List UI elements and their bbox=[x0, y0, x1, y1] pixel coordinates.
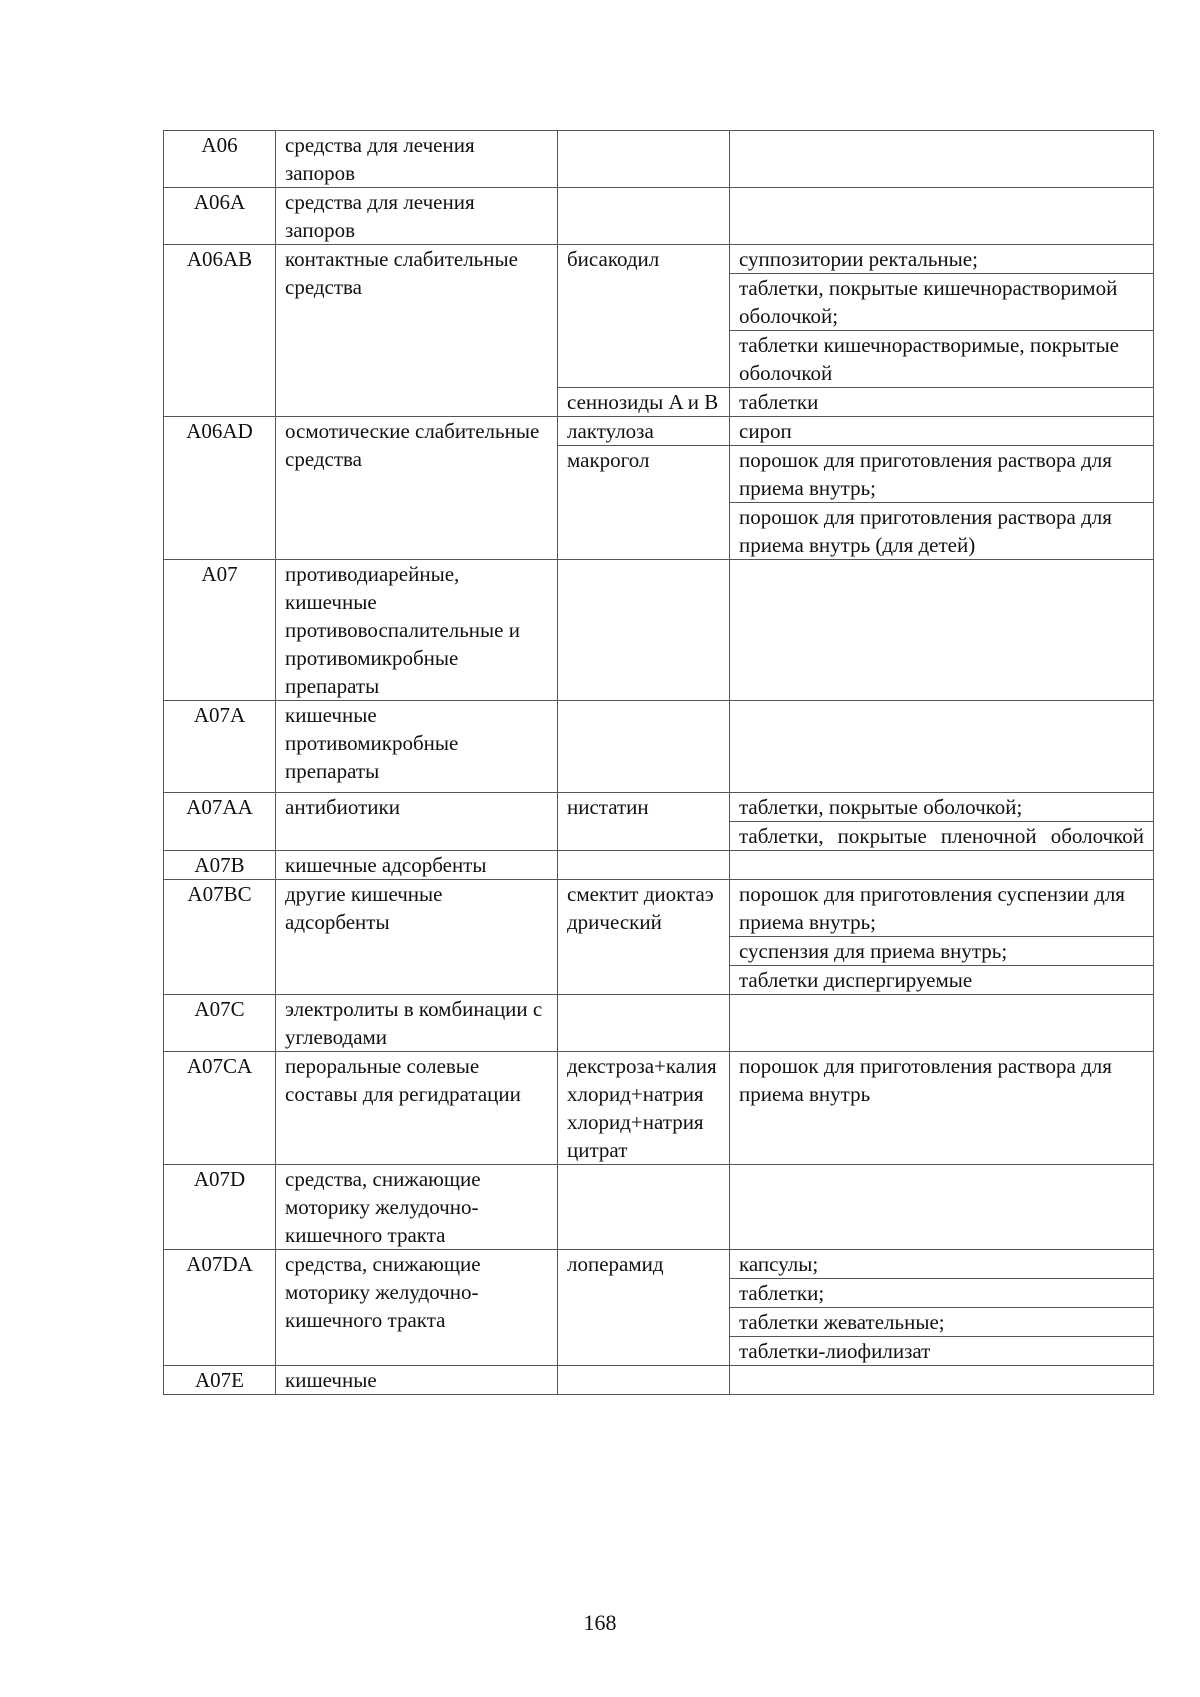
table-row bbox=[164, 995, 1154, 1052]
table-row bbox=[164, 1250, 1154, 1366]
atc-code: A07CA bbox=[164, 1052, 276, 1165]
atc-code: A07 bbox=[164, 560, 276, 701]
table-row bbox=[164, 131, 1154, 188]
atc-code: A07A bbox=[164, 701, 276, 793]
drug-name-line: хлорид+натрия bbox=[567, 1082, 704, 1106]
drug-name-line: хлорид+натрия цитрат bbox=[567, 1110, 704, 1162]
dosage-form: таблетки, покрытые оболочкой; bbox=[730, 793, 1153, 822]
atc-group: антибиотики bbox=[276, 793, 558, 851]
dosage-form: порошок для приготовления раствора для приема внутрь (для детей) bbox=[739, 505, 1112, 557]
dosage-forms bbox=[730, 851, 1154, 880]
table-row bbox=[164, 245, 1154, 388]
dosage-forms bbox=[730, 560, 1154, 701]
dosage-forms bbox=[730, 446, 1154, 560]
atc-code: A06AB bbox=[164, 245, 276, 417]
drug-name: бисакодил bbox=[558, 245, 730, 388]
drug-name: смектит диоктаэдрический bbox=[558, 880, 730, 995]
table-row bbox=[164, 560, 1154, 701]
atc-code: A07BC bbox=[164, 880, 276, 995]
atc-group: средства, снижающие моторику желудочно-кишечного тракта bbox=[276, 1250, 558, 1366]
atc-group: кишечные противомикробные препараты bbox=[276, 701, 558, 793]
drug-name bbox=[558, 1366, 730, 1395]
drug-name bbox=[558, 1052, 730, 1165]
dosage-form: порошок для приготовления суспензии для приема внутрь; bbox=[730, 880, 1153, 937]
table-row bbox=[164, 701, 1154, 793]
drug-name bbox=[558, 560, 730, 701]
drug-list-table bbox=[163, 130, 1154, 1395]
dosage-forms bbox=[730, 793, 1154, 851]
atc-code: A07DA bbox=[164, 1250, 276, 1366]
page-number: 168 bbox=[583, 1610, 617, 1635]
atc-code: A07AA bbox=[164, 793, 276, 851]
dosage-form: порошок для приготовления раствора для приема внутрь bbox=[739, 1054, 1112, 1106]
atc-code: A07B bbox=[164, 851, 276, 880]
drug-name: макрогол bbox=[558, 446, 730, 560]
dosage-forms bbox=[730, 245, 1154, 388]
drug-name: сеннозиды A и B bbox=[558, 388, 730, 417]
dosage-forms bbox=[730, 880, 1154, 995]
table-row bbox=[164, 880, 1154, 995]
dosage-form: таблетки диспергируемые bbox=[739, 968, 973, 992]
atc-group: кишечные bbox=[276, 1366, 558, 1395]
atc-group: средства для лечения запоров bbox=[276, 131, 558, 188]
table-row bbox=[164, 1366, 1154, 1395]
dosage-forms bbox=[730, 131, 1154, 188]
dosage-form: суспензия для приема внутрь; bbox=[730, 937, 1153, 966]
atc-group: пероральные солевые составы для регидратации bbox=[276, 1052, 558, 1165]
dosage-form: таблетки, покрытые кишечнорастворимой оболочкой; bbox=[730, 274, 1153, 331]
dosage-forms bbox=[730, 1250, 1154, 1366]
atc-code: A06AD bbox=[164, 417, 276, 560]
dosage-forms bbox=[730, 1052, 1154, 1165]
dosage-forms bbox=[730, 701, 1154, 793]
atc-code: A07C bbox=[164, 995, 276, 1052]
atc-code: A07D bbox=[164, 1165, 276, 1250]
dosage-form: таблетки-лиофилизат bbox=[739, 1339, 931, 1363]
atc-group: кишечные адсорбенты bbox=[276, 851, 558, 880]
drug-name bbox=[558, 701, 730, 793]
atc-group: противодиарейные, кишечные противовоспалительные и противомикробные препараты bbox=[276, 560, 558, 701]
atc-group: средства для лечения запоров bbox=[276, 188, 558, 245]
atc-code: A07E bbox=[164, 1366, 276, 1395]
drug-name-line: декстроза+калия bbox=[567, 1054, 717, 1078]
drug-name: нистатин bbox=[558, 793, 730, 851]
dosage-forms bbox=[730, 1165, 1154, 1250]
dosage-form: таблетки кишечнорастворимые, покрытые оболочкой bbox=[739, 333, 1119, 385]
dosage-form: капсулы; bbox=[730, 1250, 1153, 1279]
dosage-forms bbox=[730, 388, 1154, 417]
table-row bbox=[164, 1052, 1154, 1165]
dosage-forms bbox=[730, 188, 1154, 245]
table-row bbox=[164, 417, 1154, 446]
dosage-form: суппозитории ректальные; bbox=[730, 245, 1153, 274]
drug-name bbox=[558, 995, 730, 1052]
dosage-forms bbox=[730, 1366, 1154, 1395]
drug-name: лоперамид bbox=[558, 1250, 730, 1366]
atc-group: электролиты в комбинации с углеводами bbox=[276, 995, 558, 1052]
table-row bbox=[164, 1165, 1154, 1250]
dosage-form: таблетки жевательные; bbox=[730, 1308, 1153, 1337]
table-row bbox=[164, 188, 1154, 245]
drug-name bbox=[558, 851, 730, 880]
dosage-form: таблетки; bbox=[730, 1279, 1153, 1308]
table-row bbox=[164, 851, 1154, 880]
drug-name bbox=[558, 1165, 730, 1250]
dosage-forms bbox=[730, 417, 1154, 446]
drug-name: лактулоза bbox=[558, 417, 730, 446]
atc-code: A06A bbox=[164, 188, 276, 245]
atc-group: другие кишечные адсорбенты bbox=[276, 880, 558, 995]
dosage-form: сироп bbox=[739, 419, 792, 443]
drug-name bbox=[558, 131, 730, 188]
atc-group: средства, снижающие моторику желудочно-кишечного тракта bbox=[276, 1165, 558, 1250]
table-row bbox=[164, 793, 1154, 851]
dosage-form: порошок для приготовления раствора для приема внутрь; bbox=[730, 446, 1153, 503]
atc-group: осмотические слабительные средства bbox=[276, 417, 558, 560]
drug-name bbox=[558, 188, 730, 245]
atc-code: A06 bbox=[164, 131, 276, 188]
dosage-forms bbox=[730, 995, 1154, 1052]
dosage-form: таблетки bbox=[739, 390, 819, 414]
atc-group: контактные слабительные средства bbox=[276, 245, 558, 417]
dosage-form: таблетки, покрытые пленочной оболочкой bbox=[739, 824, 1144, 848]
